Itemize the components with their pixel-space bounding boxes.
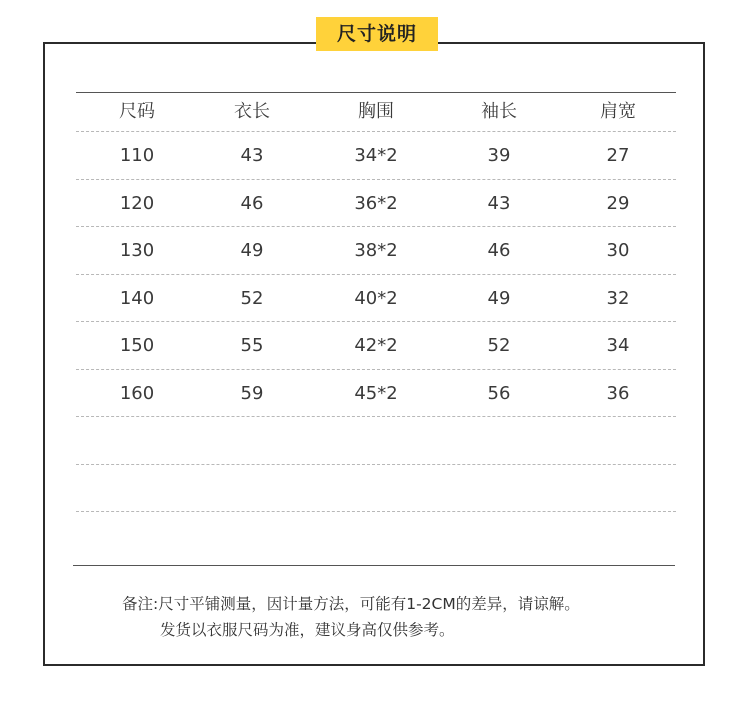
header-sleeve: 袖长 [481, 101, 517, 122]
cell-chest: 42*2 [354, 335, 398, 356]
cell-sleeve: 56 [487, 382, 511, 404]
cell-chest: 38*2 [354, 240, 398, 261]
measurement-note: 备注:尺寸平铺测量，因计量方法，可能有1-2CM的差异，请谅解。 [122, 595, 580, 613]
header-shoulder: 肩宽 [600, 101, 636, 122]
cell-shoulder: 32 [606, 287, 630, 309]
cell-length: 55 [240, 335, 264, 356]
cell-length: 49 [240, 240, 264, 261]
table-row [76, 370, 676, 418]
table-row [76, 132, 676, 180]
header-size: 尺码 [119, 101, 155, 122]
cell-sleeve: 46 [487, 240, 511, 261]
cell-size: 120 [119, 192, 155, 214]
cell-size: 160 [119, 382, 155, 404]
table-bottom-rule [73, 565, 675, 566]
cell-chest: 40*2 [354, 287, 398, 309]
cell-shoulder: 27 [606, 145, 630, 166]
cell-length: 59 [240, 382, 264, 404]
cell-chest: 36*2 [354, 192, 398, 214]
cell-chest: 45*2 [354, 382, 398, 404]
cell-shoulder: 30 [606, 240, 630, 261]
table-row [76, 227, 676, 275]
cell-shoulder: 36 [606, 382, 630, 404]
size-table [76, 93, 676, 512]
cell-sleeve: 43 [487, 192, 511, 214]
table-row [76, 180, 676, 228]
header-length: 衣长 [234, 101, 270, 122]
page-title: 尺寸说明 [316, 17, 438, 51]
table-row-empty [76, 465, 676, 513]
cell-chest: 34*2 [354, 145, 398, 166]
cell-sleeve: 39 [487, 145, 511, 166]
cell-sleeve: 52 [487, 335, 511, 356]
cell-size: 150 [119, 335, 155, 356]
table-header-row [76, 93, 676, 132]
cell-length: 43 [240, 145, 264, 166]
table-row [76, 322, 676, 370]
cell-length: 46 [240, 192, 264, 214]
table-row [76, 275, 676, 323]
cell-sleeve: 49 [487, 287, 511, 309]
cell-size: 130 [119, 240, 155, 261]
shipping-note: 发货以衣服尺码为准，建议身高仅供参考。 [160, 621, 455, 639]
cell-length: 52 [240, 287, 264, 309]
cell-shoulder: 29 [606, 192, 630, 214]
cell-shoulder: 34 [606, 335, 630, 356]
cell-size: 140 [119, 287, 155, 309]
table-row-empty [76, 417, 676, 465]
header-chest: 胸围 [358, 101, 394, 122]
cell-size: 110 [119, 145, 155, 166]
